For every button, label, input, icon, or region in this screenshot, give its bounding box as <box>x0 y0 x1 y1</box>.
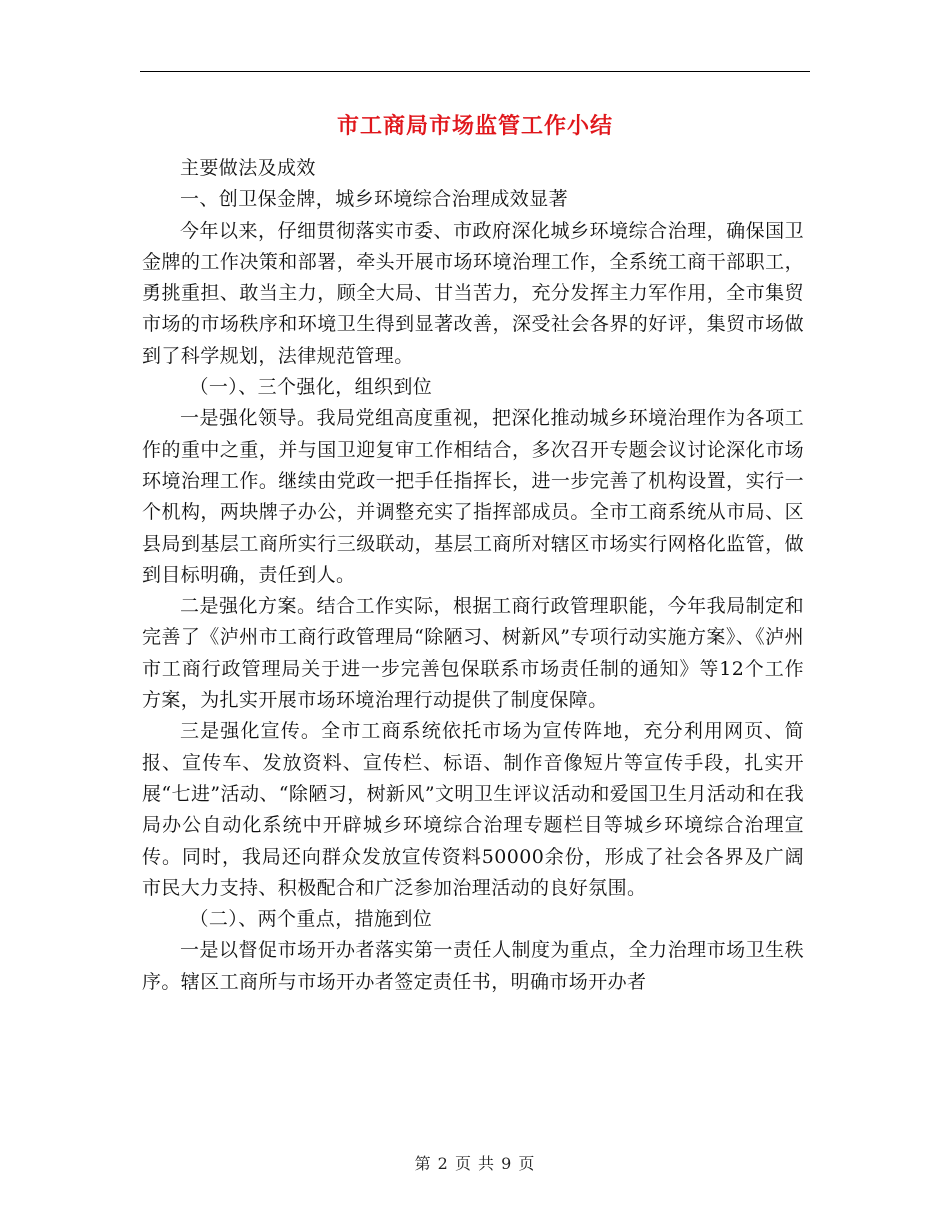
body-paragraph: 今年以来，仔细贯彻落实市委、市政府深化城乡环境综合治理，确保国卫金牌的工作决策和部署，牵头开展市场环境治理工作，全系统工商干部职工，勇挑重担、敢当主力，顾全大局、甘当苦力，充分发挥主力军作用，全市集贸市场的市场秩序和环境卫生得到显著改善，深受社会各界的好评，集贸市场做到了科学规划，法律规范管理。 <box>142 219 804 367</box>
header-rule <box>140 71 810 72</box>
document-title: 市工商局市场监管工作小结 <box>336 113 613 139</box>
section-heading: 一、创卫保金牌，城乡环境综合治理成效显著 <box>180 188 569 211</box>
document-body <box>142 153 804 998</box>
body-paragraph: 一是以督促市场开办者落实第一责任人制度为重点，全力治理市场卫生秩序。辖区工商所与市场开办者签定责任书，明确市场开办者 <box>142 939 804 993</box>
subsection-heading: （一）、三个强化，组织到位 <box>189 376 433 399</box>
body-paragraph: 二是强化方案。结合工作实际，根据工商行政管理职能，今年我局制定和完善了《泸州市工商行政管理局“除陋习、树新风”专项行动实施方案》、《泸州市工商行政管理局关于进一步完善包保联系市场责任制的通知》等12个工作方案，为扎实开展市场环境治理行动提供了制度保障。 <box>142 595 804 712</box>
body-paragraph: 三是强化宣传。全市工商系统依托市场为宣传阵地，充分利用网页、简报、宣传车、发放资料、宣传栏、标语、制作音像短片等宣传手段，扎实开展“七进”活动、“除陋习，树新风”文明卫生评议活动和爱国卫生月活动和在我局办公自动化系统中开辟城乡环境综合治理专题栏目等城乡环境综合治理宣传。同时，我局还向群众发放宣传资料50000余份，形成了社会各界及广阔市民大力支持、积极配合和广泛参加治理活动的良好氛围。 <box>142 720 804 899</box>
page-number: 第 2 页 共 9 页 <box>414 1154 536 1173</box>
body-paragraph: 一是强化领导。我局党组高度重视，把深化推动城乡环境治理作为各项工作的重中之重，并与国卫迎复审工作相结合，多次召开专题会议讨论深化市场环境治理工作。继续由党政一把手任指挥长，进一步完善了机构设置，实行一个机构，两块牌子办公，并调整充实了指挥部成员。全市工商系统从市局、区县局到基层工商所实行三级联动，基层工商所对辖区市场实行网格化监管，做到目标明确，责任到人。 <box>142 407 804 586</box>
section-heading: 主要做法及成效 <box>180 157 316 179</box>
subsection-heading: （二）、两个重点，措施到位 <box>189 908 433 931</box>
